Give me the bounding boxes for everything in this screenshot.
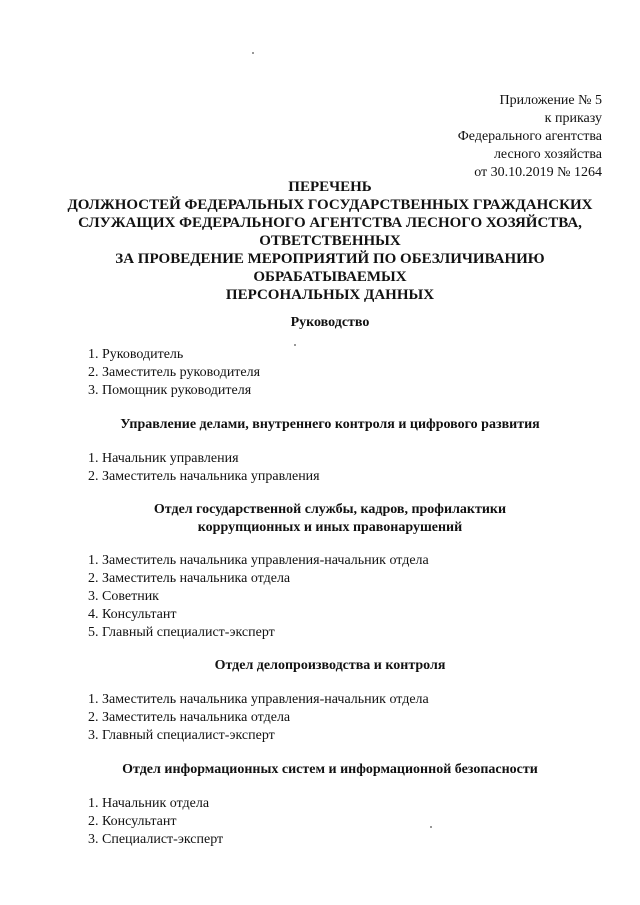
section-heading-line: Руководство (290, 315, 370, 330)
appendix-line: лесного хозяйства (493, 147, 602, 162)
list-item: 2. Заместитель руководителя (88, 365, 261, 380)
section-heading-line: Отдел делопроизводства и контроля (214, 658, 446, 673)
list-item: 1. Начальник управления (88, 451, 239, 466)
title-line: ДОЛЖНОСТЕЙ ФЕДЕРАЛЬНЫХ ГОСУДАРСТВЕННЫХ ГРАЖДАНСКИХ (67, 197, 593, 213)
list-item: 3. Советник (88, 589, 159, 604)
section-heading-information-security (60, 761, 600, 779)
list-item: 2. Заместитель начальника отдела (88, 571, 291, 586)
scan-speck (294, 344, 296, 346)
appendix-line: Приложение № 5 (499, 93, 602, 108)
position-list-leadership (88, 346, 260, 400)
position-list-administration (88, 450, 320, 486)
section-heading-line: Отдел информационных систем и информационной безопасности (122, 762, 538, 777)
scan-speck (252, 52, 254, 54)
list-item: 1. Начальник отдела (88, 796, 210, 811)
position-list-information-security (88, 795, 223, 849)
list-item: 4. Консультант (88, 607, 177, 622)
scan-speck (430, 826, 432, 828)
appendix-line: к приказу (544, 111, 602, 126)
title-line: ЗА ПРОВЕДЕНИЕ МЕРОПРИЯТИЙ ПО ОБЕЗЛИЧИВАНИЮ (115, 251, 545, 267)
appendix-line: Федерального агентства (457, 129, 602, 144)
list-item: 2. Заместитель начальника отдела (88, 710, 291, 725)
position-list-civil-service (88, 552, 429, 642)
title-line: ПЕРСОНАЛЬНЫХ ДАННЫХ (225, 287, 435, 303)
list-item: 2. Заместитель начальника управления (88, 469, 320, 484)
section-heading-line: коррупционных и иных правонарушений (197, 520, 463, 535)
appendix-line: от 30.10.2019 № 1264 (474, 165, 602, 180)
section-heading-administration (60, 416, 600, 434)
list-item: 3. Специалист-эксперт (88, 832, 224, 847)
list-item: 1. Заместитель начальника управления-начальник отдела (88, 692, 429, 707)
list-item: 1. Руководитель (88, 347, 184, 362)
section-heading-civil-service (60, 501, 600, 537)
appendix-reference (458, 92, 602, 182)
list-item: 5. Главный специалист-эксперт (88, 625, 275, 640)
list-item: 2. Консультант (88, 814, 177, 829)
section-heading-line: Отдел государственной службы, кадров, профилактики (153, 502, 507, 517)
section-heading-records (60, 657, 600, 675)
section-heading-leadership (60, 314, 600, 332)
list-item: 1. Заместитель начальника управления-начальник отдела (88, 553, 429, 568)
title-line: ОБРАБАТЫВАЕМЫХ (253, 269, 407, 285)
position-list-records (88, 691, 429, 745)
title-line: ОТВЕТСТВЕННЫХ (259, 233, 401, 249)
document-title (40, 178, 620, 304)
section-heading-line: Управление делами, внутреннего контроля и цифрового развития (120, 417, 540, 432)
title-line: ПЕРЕЧЕНЬ (288, 179, 372, 195)
list-item: 3. Главный специалист-эксперт (88, 728, 275, 743)
list-item: 3. Помощник руководителя (88, 383, 252, 398)
title-line: СЛУЖАЩИХ ФЕДЕРАЛЬНОГО АГЕНТСТВА ЛЕСНОГО ХОЗЯЙСТВА, (78, 215, 582, 231)
